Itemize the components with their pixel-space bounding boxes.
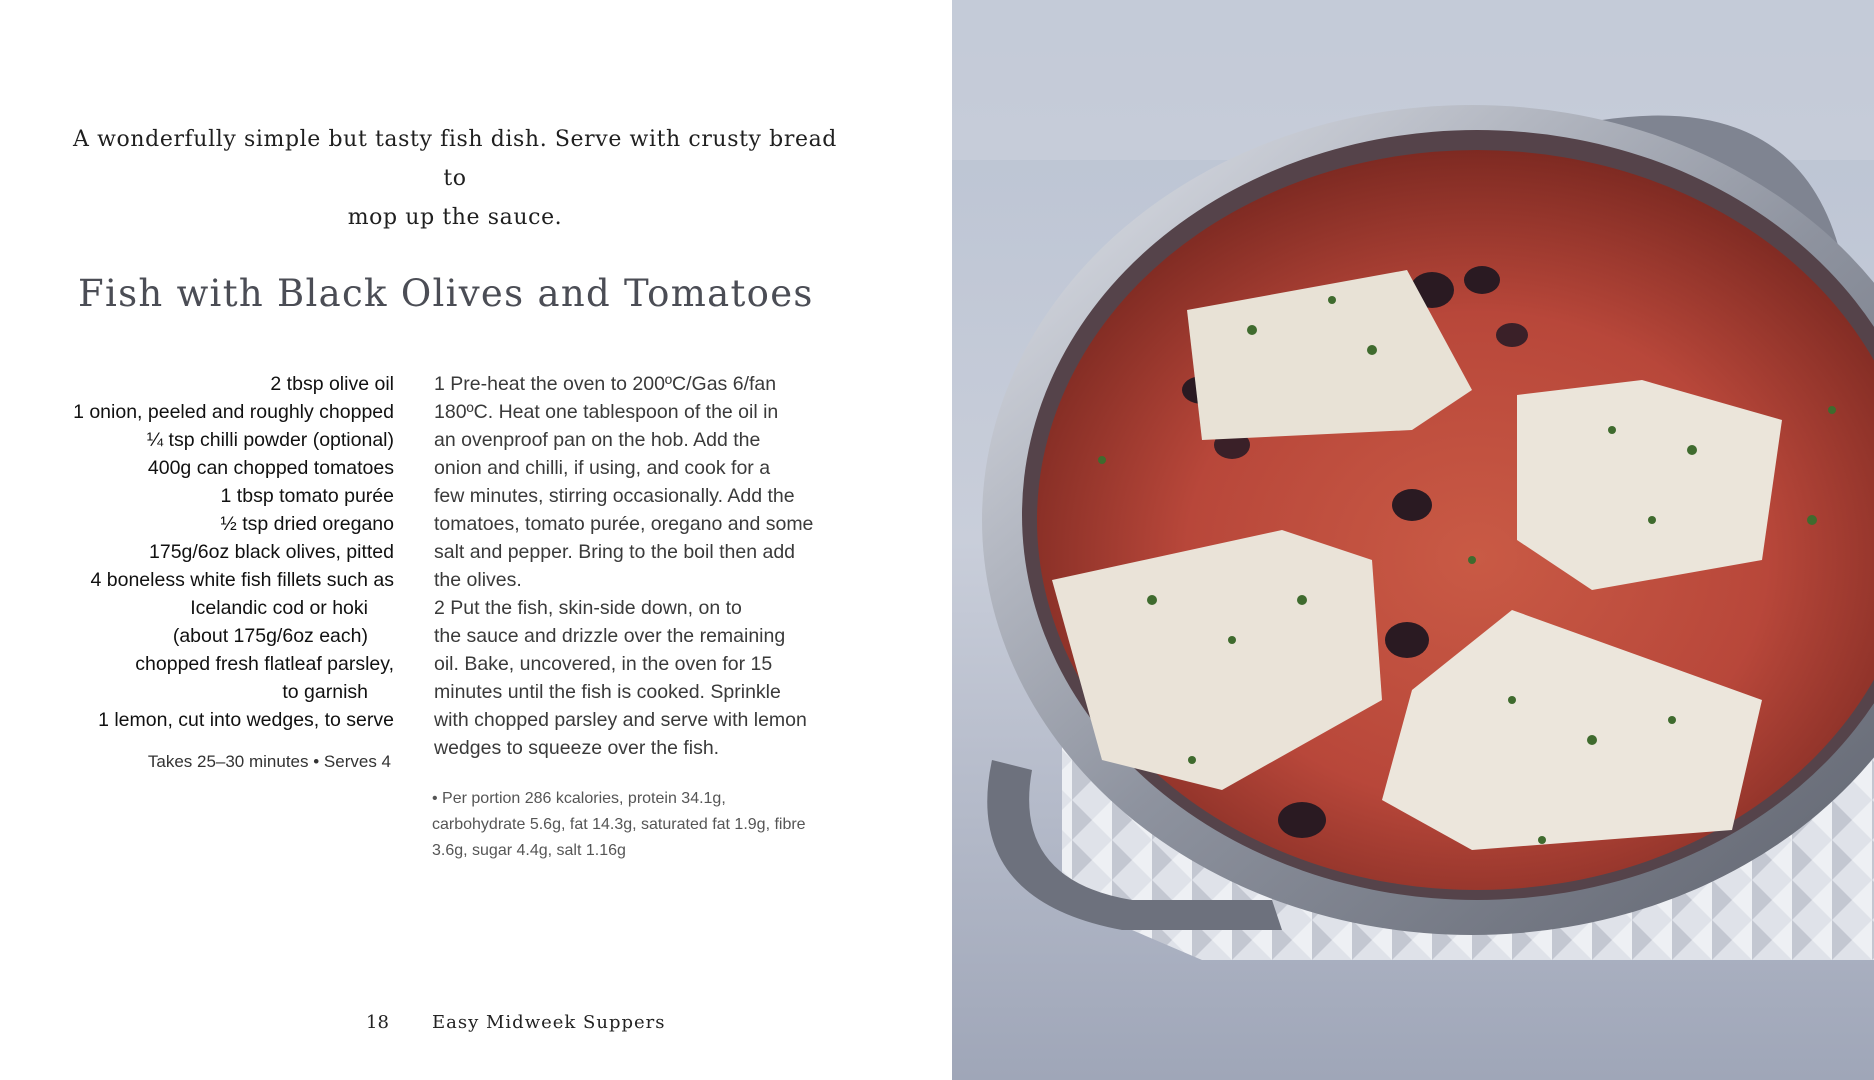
- nutrition-line: • Per portion 286 kcalories, protein 34.1g,: [432, 790, 726, 807]
- method-line: minutes until the fish is cooked. Sprinkle: [434, 681, 781, 703]
- method-line: 180ºC. Heat one tablespoon of the oil in: [434, 401, 779, 423]
- method-line: an ovenproof pan on the hob. Add the: [434, 429, 761, 451]
- method-text: [434, 370, 854, 762]
- method-line: the sauce and drizzle over the remaining: [434, 625, 786, 647]
- method-line: 1 Pre-heat the oven to 200ºC/Gas 6/fan: [434, 373, 777, 395]
- dish-photo: [952, 0, 1874, 1080]
- method-line: oil. Bake, uncovered, in the oven for 15: [434, 653, 773, 675]
- nutrition-line: 3.6g, sugar 4.4g, salt 1.16g: [432, 842, 626, 859]
- time-servings: Takes 25–30 minutes • Serves 4: [147, 752, 391, 771]
- nutrition-info: [432, 786, 852, 864]
- ingredient-item: Icelandic cod or hoki: [190, 597, 368, 619]
- ingredient-item: ¼ tsp chilli powder (optional): [146, 429, 394, 451]
- method-line: salt and pepper. Bring to the boil then add: [434, 541, 796, 563]
- method-line: tomatoes, tomato purée, oregano and some: [434, 513, 814, 535]
- page-number: 18: [366, 1012, 389, 1033]
- ingredient-item: chopped fresh flatleaf parsley,: [135, 653, 394, 675]
- method-line: with chopped parsley and serve with lemon: [434, 709, 807, 731]
- method-line: wedges to squeeze over the fish.: [434, 737, 720, 759]
- ingredient-item: 175g/6oz black olives, pitted: [149, 541, 394, 563]
- intro-text: [60, 120, 850, 237]
- intro-line: A wonderfully simple but tasty fish dish. Serve with crusty bread to: [73, 127, 837, 191]
- ingredient-item: (about 175g/6oz each): [172, 625, 368, 647]
- ingredient-item: ½ tsp dried oregano: [220, 513, 394, 535]
- ingredient-item: 400g can chopped tomatoes: [147, 457, 394, 479]
- method-line: few minutes, stirring occasionally. Add the: [434, 485, 795, 507]
- ingredient-item: 1 lemon, cut into wedges, to serve: [98, 709, 394, 731]
- method-line: onion and chilli, if using, and cook for a: [434, 457, 771, 479]
- method-line: the olives.: [434, 569, 522, 591]
- ingredient-item: 1 onion, peeled and roughly chopped: [73, 401, 394, 423]
- recipe-title: Fish with Black Olives and Tomatoes: [78, 272, 814, 315]
- ingredients-list: [30, 370, 394, 734]
- section-title: Easy Midweek Suppers: [432, 1012, 666, 1033]
- ingredient-item: to garnish: [282, 681, 368, 703]
- method-line: 2 Put the fish, skin-side down, on to: [434, 597, 742, 619]
- intro-line: mop up the sauce.: [347, 205, 563, 230]
- ingredient-item: 4 boneless white fish fillets such as: [90, 569, 394, 591]
- ingredient-item: 2 tbsp olive oil: [270, 373, 394, 395]
- ingredient-item: 1 tbsp tomato purée: [220, 485, 394, 507]
- nutrition-line: carbohydrate 5.6g, fat 14.3g, saturated fat 1.9g, fibre: [432, 816, 806, 833]
